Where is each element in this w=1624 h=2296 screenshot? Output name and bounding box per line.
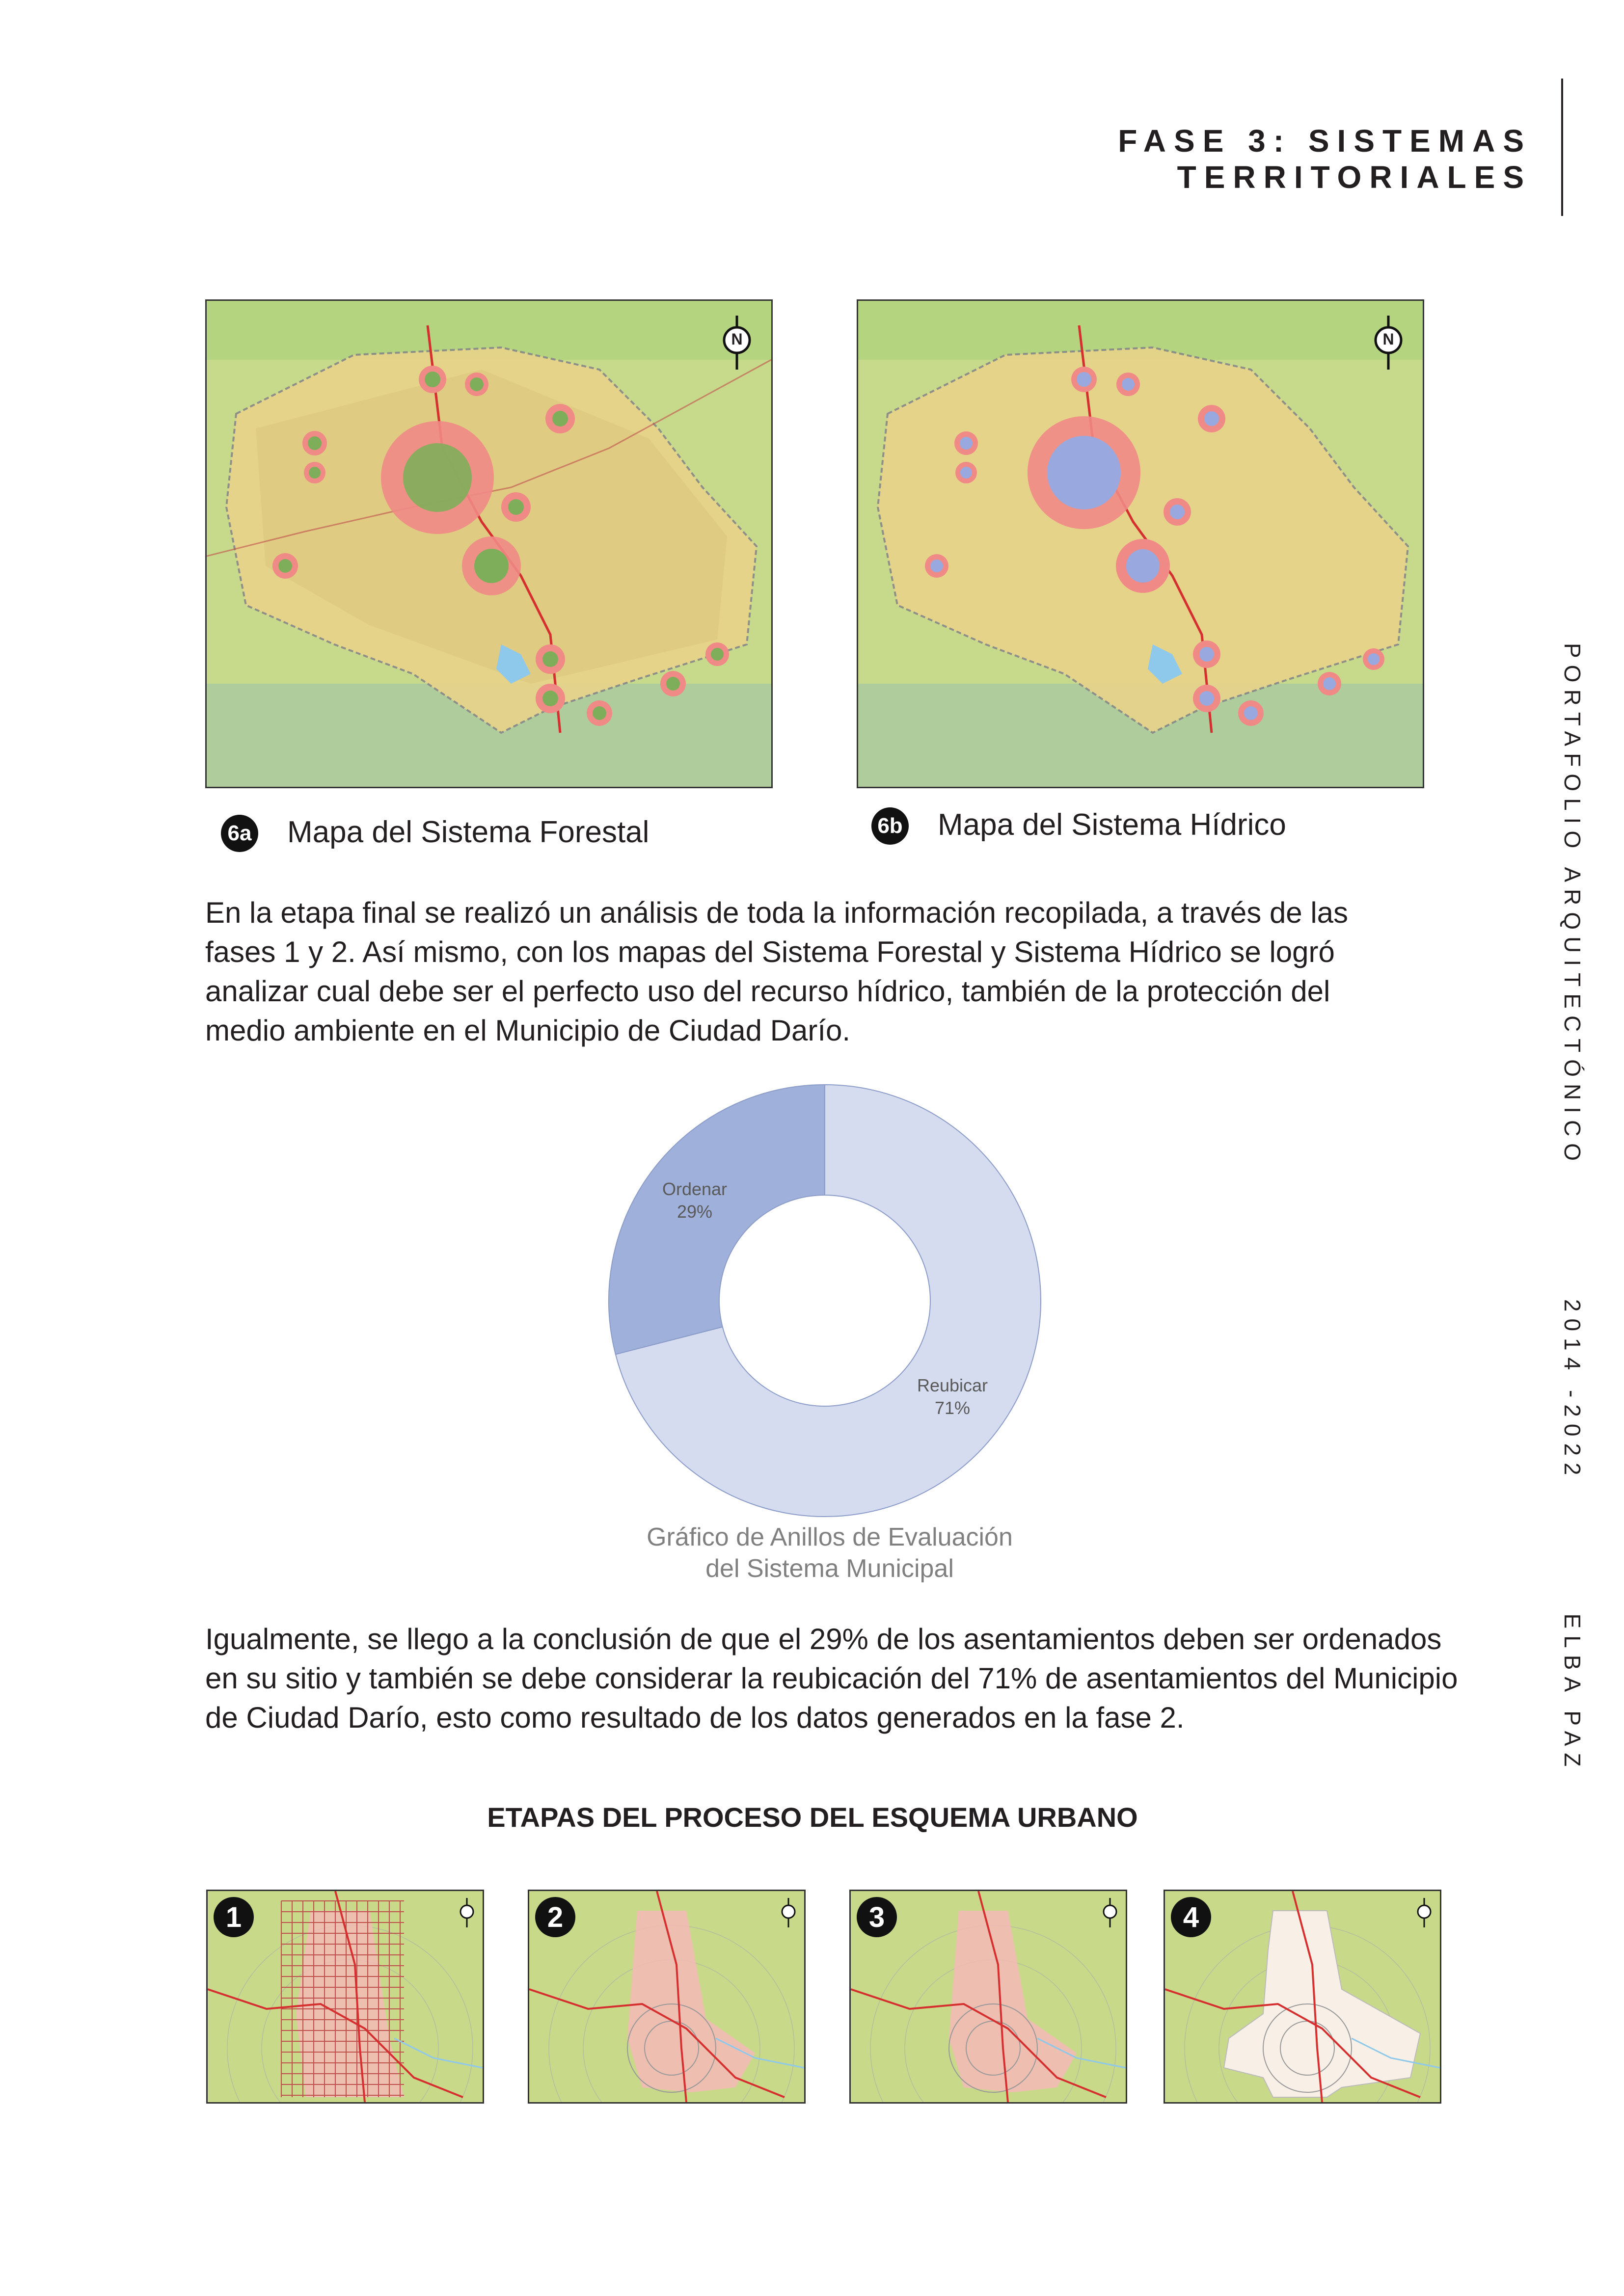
sidebar-text	[1537, 643, 1586, 1774]
stage-map-1	[206, 1890, 484, 2104]
chart-label-ordenar-value: 29%	[677, 1201, 713, 1222]
north-arrow-icon	[720, 316, 754, 370]
chart-caption	[540, 1522, 1119, 1584]
map-forestal	[205, 299, 773, 788]
stage-number-4: 4	[1171, 1897, 1211, 1937]
map-badge-6a: 6a	[221, 815, 258, 852]
north-label: N	[1382, 330, 1394, 348]
conclusion-paragraph: Igualmente, se llego a la conclusión de que el 29% de los asentamientos deben ser ordenados en su sitio y también se debe considerar la reubicación del 71% de asentamientos del Municipio de Ciudad Darío, esto como resultado de los datos generados en la fase 2.	[205, 1623, 1458, 1734]
section-heading: ETAPAS DEL PROCESO DEL ESQUEMA URBANO	[487, 1802, 1138, 1833]
map-caption-forestal: Mapa del Sistema Forestal	[287, 815, 650, 849]
stage-map-3	[849, 1890, 1127, 2104]
stage-number-1: 1	[214, 1897, 254, 1937]
chart-label-reubicar-value: 71%	[934, 1398, 971, 1418]
map-hidrico-graphic	[858, 301, 1423, 787]
north-label: N	[731, 330, 743, 348]
map-forestal-graphic	[207, 301, 771, 787]
north-arrow-icon	[457, 1898, 477, 1927]
donut-chart-svg	[579, 1075, 1070, 1526]
stage-number-3: 3	[857, 1897, 897, 1937]
page-title: FASE 3: SISTEMAS TERRITORIALES	[1118, 123, 1532, 195]
donut-chart	[579, 1075, 1070, 1526]
north-arrow-icon	[1100, 1898, 1120, 1927]
chart-label-ordenar	[641, 1178, 749, 1223]
chart-caption-line2: del Sistema Municipal	[705, 1554, 954, 1583]
map-caption-hidrico: Mapa del Sistema Hídrico	[938, 808, 1286, 842]
north-arrow-icon	[1371, 316, 1406, 370]
north-arrow-icon	[1414, 1898, 1434, 1927]
chart-label-reubicar	[898, 1374, 1006, 1419]
map-hidrico	[857, 299, 1424, 788]
stage-map-4	[1164, 1890, 1441, 2104]
sidebar-portfolio: PORTAFOLIO ARQUITECTÓNICO	[1560, 643, 1585, 1168]
header-divider	[1561, 79, 1563, 216]
chart-label-ordenar-name: Ordenar	[662, 1179, 728, 1199]
chart-caption-line1: Gráfico de Anillos de Evaluación	[647, 1523, 1013, 1551]
intro-paragraph: En la etapa final se realizó un análisis de toda la información recopilada, a través de las fases 1 y 2. Así mismo, con los mapas del Sistema Forestal y Sistema Hídrico se logró analizar cual debe ser el perfecto uso del recurso hídrico, también de la protección del medio ambiente en el Municipio de Ciudad Darío.	[205, 896, 1349, 1047]
map-badge-6b: 6b	[871, 807, 909, 845]
sidebar-years: 2014 -2022	[1560, 1299, 1585, 1482]
chart-label-reubicar-name: Reubicar	[917, 1375, 988, 1395]
sidebar-author: ELBA PAZ	[1560, 1613, 1585, 1774]
stage-number-2: 2	[535, 1897, 575, 1937]
north-arrow-icon	[779, 1898, 798, 1927]
stage-map-2	[528, 1890, 806, 2104]
